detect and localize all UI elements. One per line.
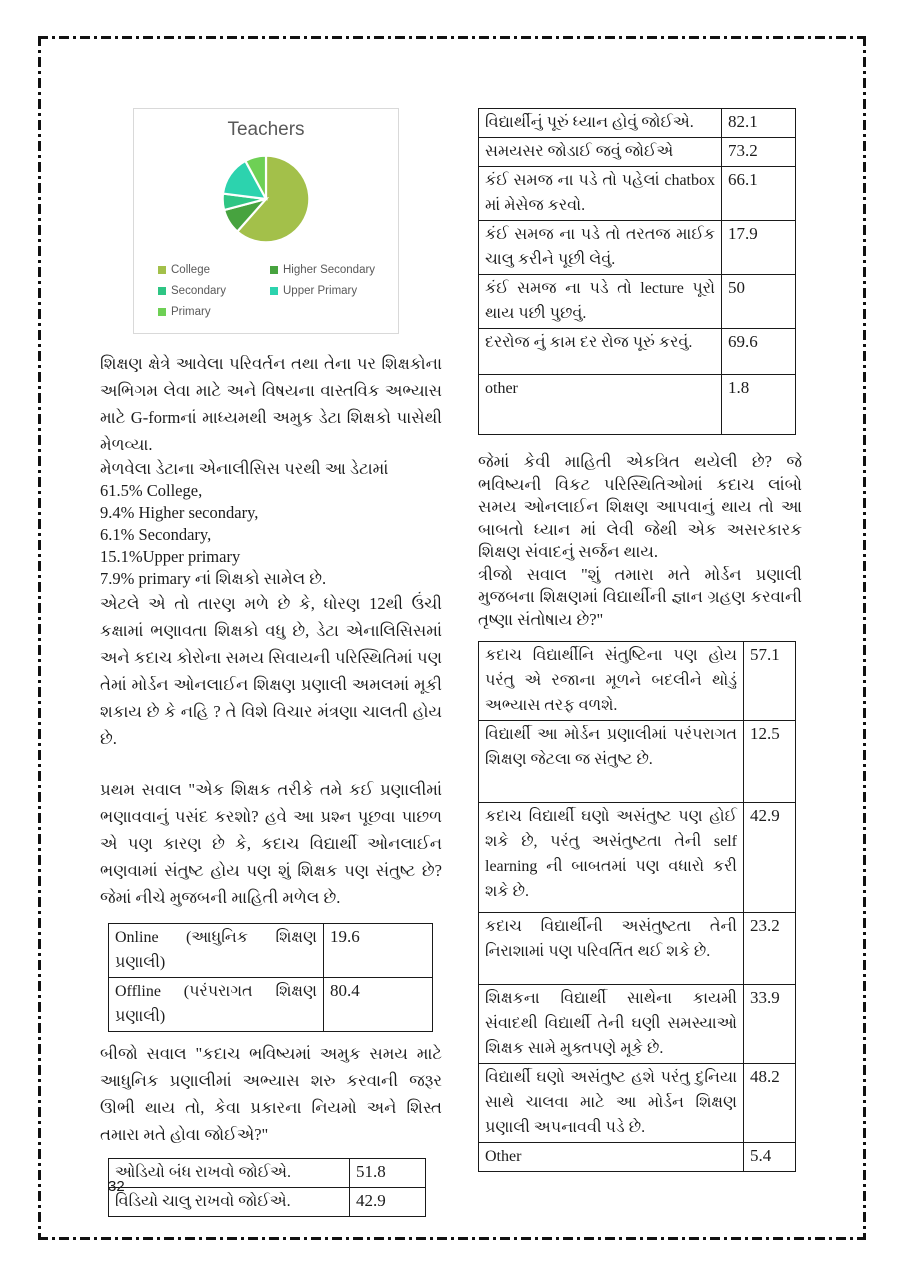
teachers-chart-panel [133, 108, 399, 334]
audio-video-table [108, 1158, 426, 1217]
paragraph-data-collected: જેમાં કેવી માહિતી એકત્રિત થયેલી છે? જે ભવિષ્યની વિકટ પરિસ્થિતિઓમાં કદાચ લાંબો સમય ઓનલાઈન શિક્ષણ આપવાનું થાય તો આ બાબતો ધ્યાન માં લેવી જેથી એક અસરકારક શિક્ષણ સંવાદનું સર્જન થાય. [478, 452, 802, 561]
table-row [479, 109, 796, 138]
table-row [109, 924, 433, 978]
table-row [479, 138, 796, 167]
right-paragraph-block [478, 451, 802, 631]
row-label: Offline (પરંપરાગત શિક્ષણ પ્રણાલી) [109, 978, 324, 1032]
text-line: 61.5% College, [100, 481, 203, 500]
table-row [479, 167, 796, 221]
row-label: શિક્ષકના વિદ્યાર્થી સાથેના કાયમી સંવાદથી વિદ્યાર્થી તેની ઘણી સમસ્યાઓ શિક્ષક સામે મુક્તપણે મૂકે છે. [479, 985, 744, 1064]
legend-swatch-icon [158, 266, 166, 274]
table-row [479, 275, 796, 329]
table-row [109, 1188, 426, 1217]
table-row [479, 642, 796, 721]
legend-item [270, 285, 398, 297]
page-border-top [38, 36, 866, 39]
row-value: 19.6 [324, 924, 433, 978]
table-row [479, 985, 796, 1064]
row-label: Other [479, 1143, 744, 1172]
row-value: 66.1 [722, 167, 796, 221]
chart-title: Teachers [227, 119, 305, 140]
legend-label: Upper Primary [283, 285, 358, 297]
legend-swatch-icon [270, 266, 278, 274]
table-row [479, 803, 796, 913]
text-line: 6.1% Secondary, [100, 525, 212, 544]
page-border-bottom [38, 1237, 866, 1240]
row-value: 42.9 [744, 803, 796, 913]
table-row [479, 721, 796, 803]
row-value: 42.9 [350, 1188, 426, 1217]
paragraph-question-3: ત્રીજો સવાલ "શું તમારા મતે મોર્ડન પ્રણાલી મુજબના શિક્ષણમાં વિદ્યાર્થીની જ્ઞાન ગ્રહણ કરવાની તૃષ્ણા સંતોષાય છે?" [478, 564, 802, 629]
row-label: ઓડિયો બંધ રાખવો જોઈએ. [109, 1159, 350, 1188]
legend-item [270, 264, 398, 276]
page-number: 32 [108, 1178, 125, 1195]
row-value: 17.9 [722, 221, 796, 275]
legend-label: Secondary [171, 285, 226, 297]
legend-label: Primary [171, 306, 211, 318]
table-row [479, 1143, 796, 1172]
row-value: 12.5 [744, 721, 796, 803]
row-label: વિદ્યાર્થી ઘણો અસંતુષ્ટ હશે પરંતુ દુનિયા સાથે ચાલવા માટે આ મોર્ડન શિક્ષણ પ્રણાલી અપનાવવી પડે છે. [479, 1064, 744, 1143]
teachers-pie-chart [214, 147, 318, 251]
left-text-column [100, 350, 442, 1217]
table-row [109, 978, 433, 1032]
row-value: 69.6 [722, 329, 796, 375]
row-label: વિદ્યાર્થીનું પૂરું ધ્યાન હોવું જોઈએ. [479, 109, 722, 138]
pie-chart-area [134, 147, 398, 256]
legend-swatch-icon [158, 308, 166, 316]
legend-item [158, 285, 270, 297]
analysis-lines [100, 458, 442, 590]
table-row [479, 1064, 796, 1143]
row-value: 57.1 [744, 642, 796, 721]
paragraph-question-2: બીજો સવાલ "કદાચ ભવિષ્યમાં અમુક સમય માટે આધુનિક પ્રણાલીમાં અભ્યાસ શરુ કરવાની જરૂર ઊભી થાય તો, કેવા પ્રકારના નિયમો અને શિસ્ત તમારા મતે હોવા જોઈએ?" [100, 1044, 442, 1144]
legend-label: College [171, 264, 210, 276]
satisfaction-table [478, 641, 796, 1172]
row-value: 23.2 [744, 913, 796, 985]
row-label: કંઈ સમજ ના પડે તો પહેલાં chatbox માં મેસેજ કરવો. [479, 167, 722, 221]
row-value: 80.4 [324, 978, 433, 1032]
row-label: કદાચ વિદ્યાર્થીની અસંતુષ્ટતા તેની નિરાશામાં પણ પરિવર્તિત થઈ શકે છે. [479, 913, 744, 985]
row-value: 33.9 [744, 985, 796, 1064]
chart-legend [134, 256, 398, 318]
table-row [479, 221, 796, 275]
row-value: 48.2 [744, 1064, 796, 1143]
row-value: 51.8 [350, 1159, 426, 1188]
text-line: 7.9% primary નાં શિક્ષકો સામેલ છે. [100, 569, 327, 588]
text-line: 15.1%Upper primary [100, 547, 241, 566]
row-label: કદાચ વિદ્યાર્થી ઘણો અસંતુષ્ટ પણ હોઈ શકે છે, પરંતુ અસંતુષ્ટતા તેની self learning ની બાબતમાં પણ વધારો કરી શકે છે. [479, 803, 744, 913]
page-border-right [863, 36, 866, 1240]
table-row [479, 329, 796, 375]
legend-swatch-icon [158, 287, 166, 295]
table-row [479, 375, 796, 435]
row-label: કંઈ સમજ ના પડે તો તરતજ માઈક ચાલુ કરીને પૂછી લેવું. [479, 221, 722, 275]
row-value: 50 [722, 275, 796, 329]
discipline-rules-table [478, 108, 796, 435]
legend-item [158, 306, 270, 318]
row-label: કદાચ વિદ્યાર્થીનિ સંતુષ્ટિના પણ હોય પરંતુ એ રજાના મૂળને બદલીને થોડું અભ્યાસ તરફ વળશે. [479, 642, 744, 721]
right-text-column [478, 108, 802, 1172]
row-value: 73.2 [722, 138, 796, 167]
paragraph-intro: શિક્ષણ ક્ષેત્રે આવેલા પરિવર્તન તથા તેના પર શિક્ષકોના અભિગમ લેવા માટે અને વિષયના વાસ્તવિક અભ્યાસ માટે G-formનાં માધ્યમથી અમુક ડેટા શિક્ષકો પાસેથી મેળવ્યા. [100, 354, 442, 454]
table-row [109, 1159, 426, 1188]
row-label: દરરોજ નું કામ દર રોજ પૂરું કરવું. [479, 329, 722, 375]
page-border-left [38, 36, 41, 1240]
row-label: Online (આધુનિક શિક્ષણ પ્રણાલી) [109, 924, 324, 978]
row-value: 1.8 [722, 375, 796, 435]
paragraph-conclusion: એટલે એ તો તારણ મળે છે કે, ધોરણ 12થી ઉંચી કક્ષામાં ભણાવતા શિક્ષકો વધુ છે, ડેટા એનાલિસિસમાં અને કદાચ કોરોના સમય સિવાયની પરિસ્થિતિમાં પણ તેમાં મોર્ડન ઓનલાઈન શિક્ષણ પ્રણાલી અમલમાં મૂકી શકાય છે કે નહિ ? તે વિશે વિચાર મંત્રણા ચાલતી હોય છે. [100, 594, 442, 748]
blank-line [100, 752, 442, 776]
online-offline-table [108, 923, 433, 1032]
row-label: સમયસર જોડાઈ જવું જોઈએ [479, 138, 722, 167]
table-row [479, 913, 796, 985]
row-label: other [479, 375, 722, 435]
row-label: વિડિયો ચાલુ રાખવો જોઈએ. [109, 1188, 350, 1217]
legend-item [158, 264, 270, 276]
legend-swatch-icon [270, 287, 278, 295]
row-value: 82.1 [722, 109, 796, 138]
row-label: વિદ્યાર્થી આ મોર્ડન પ્રણાલીમાં પરંપરાગત શિક્ષણ જેટલા જ સંતુષ્ટ છે. [479, 721, 744, 803]
row-value: 5.4 [744, 1143, 796, 1172]
paragraph-question-1: પ્રથમ સવાલ "એક શિક્ષક તરીકે તમે કઈ પ્રણાલીમાં ભણાવવાનું પસંદ કરશો? હવે આ પ્રશ્ન પૂછવા પાછળ એ પણ કારણ છે કે, કદાચ વિદ્યાર્થી ઓનલાઈન ભણવામાં સંતુષ્ટ હોય પણ શું શિક્ષક પણ સંતુષ્ટ છે? જેમાં નીચે મુજબની માહિતી મળેલ છે. [100, 780, 442, 907]
row-label: કંઈ સમજ ના પડે તો lecture પૂરો થાય પછી પુછવું. [479, 275, 722, 329]
text-line: 9.4% Higher secondary, [100, 503, 259, 522]
legend-label: Higher Secondary [283, 264, 376, 276]
text-line: મેળવેલા ડેટાના એનાલીસિસ પરથી આ ડેટામાં [100, 459, 389, 478]
